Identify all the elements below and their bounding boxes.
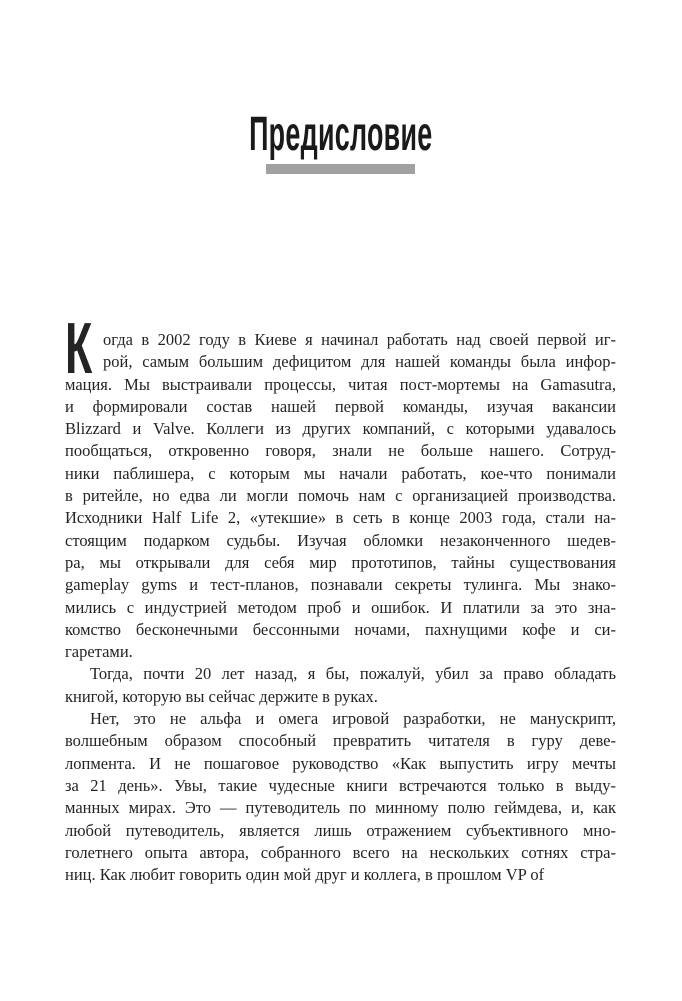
text-line: огда в 2002 году в Киеве я начинал работать над своей первой иг- bbox=[103, 330, 616, 349]
text-line: ра, мы открывали для себя мир прототипов, тайны существования bbox=[65, 552, 616, 572]
text-line: гаретами. bbox=[65, 642, 133, 662]
text-line: мились с индустрией методом проб и ошибок. И платили за это зна- bbox=[65, 597, 616, 617]
text-line: стоящим подарком судьбы. Изучая обломки незаконченного шедев- bbox=[65, 530, 616, 550]
drop-cap-letter bbox=[65, 309, 103, 389]
text-line: лопмента. И не пошаговое руководство «Как выпустить игру мечты bbox=[65, 753, 616, 773]
text-line: пообщаться, откровенно говоря, знали не больше нашего. Сотруд- bbox=[65, 441, 616, 461]
text-line: за 21 день». Увы, такие чудесные книги встречаются только в выду- bbox=[65, 775, 616, 795]
text-line: ники паблишера, с которым мы начали работать, кое-что понимали bbox=[65, 463, 616, 483]
drop-cap-glyph: К bbox=[65, 309, 93, 389]
text-line: ниц. Как любит говорить один мой друг и коллега, в прошлом VP of bbox=[65, 865, 545, 885]
preface-body-text bbox=[65, 309, 616, 886]
paragraph bbox=[65, 663, 616, 708]
text-line: Нет, это не альфа и омега игровой разработки, не манускрипт, bbox=[90, 709, 616, 729]
text-line: книгой, которую вы сейчас держите в руках. bbox=[65, 686, 378, 706]
text-line: волшебным образом способный превратить читателя в гуру деве- bbox=[65, 731, 616, 751]
paragraph bbox=[65, 708, 616, 886]
chapter-title-underline-bar bbox=[266, 164, 415, 174]
text-line: Blizzard и Valve. Коллеги из других компаний, с которыми удавалось bbox=[65, 419, 616, 439]
text-line: Тогда, почти 20 лет назад, я бы, пожалуй, убил за право обладать bbox=[90, 664, 616, 684]
text-line: манных мирах. Это — путеводитель по минному полю геймдева, и, как bbox=[65, 798, 616, 818]
text-line: рой, самым большим дефицитом для нашей команды была инфор- bbox=[103, 352, 616, 372]
text-line: мация. Мы выстраивали процессы, читая пост-мортемы на Gamasutra, bbox=[65, 374, 616, 394]
text-line: в ритейле, но едва ли могли помочь нам с организацией производства. bbox=[65, 486, 616, 506]
text-line: голетнего опыта автора, собранного всего на нескольких сотнях стра- bbox=[65, 842, 616, 862]
text-line: Исходники Half Life 2, «утекшие» в сеть в конце 2003 года, стали на- bbox=[65, 508, 616, 528]
chapter-title: Предисловие bbox=[248, 108, 433, 161]
text-line: gameplay gyms и тест-планов, познавали секреты тулинга. Мы знако- bbox=[65, 575, 616, 595]
paragraph bbox=[65, 309, 616, 663]
chapter-header bbox=[65, 108, 616, 174]
text-line: любой путеводитель, является лишь отражением субъективного мно- bbox=[65, 820, 616, 840]
text-line: и формировали состав нашей первой команды, изучая вакансии bbox=[65, 396, 616, 416]
text-line: комство бесконечными бессонными ночами, пахнущими кофе и си- bbox=[65, 619, 616, 639]
